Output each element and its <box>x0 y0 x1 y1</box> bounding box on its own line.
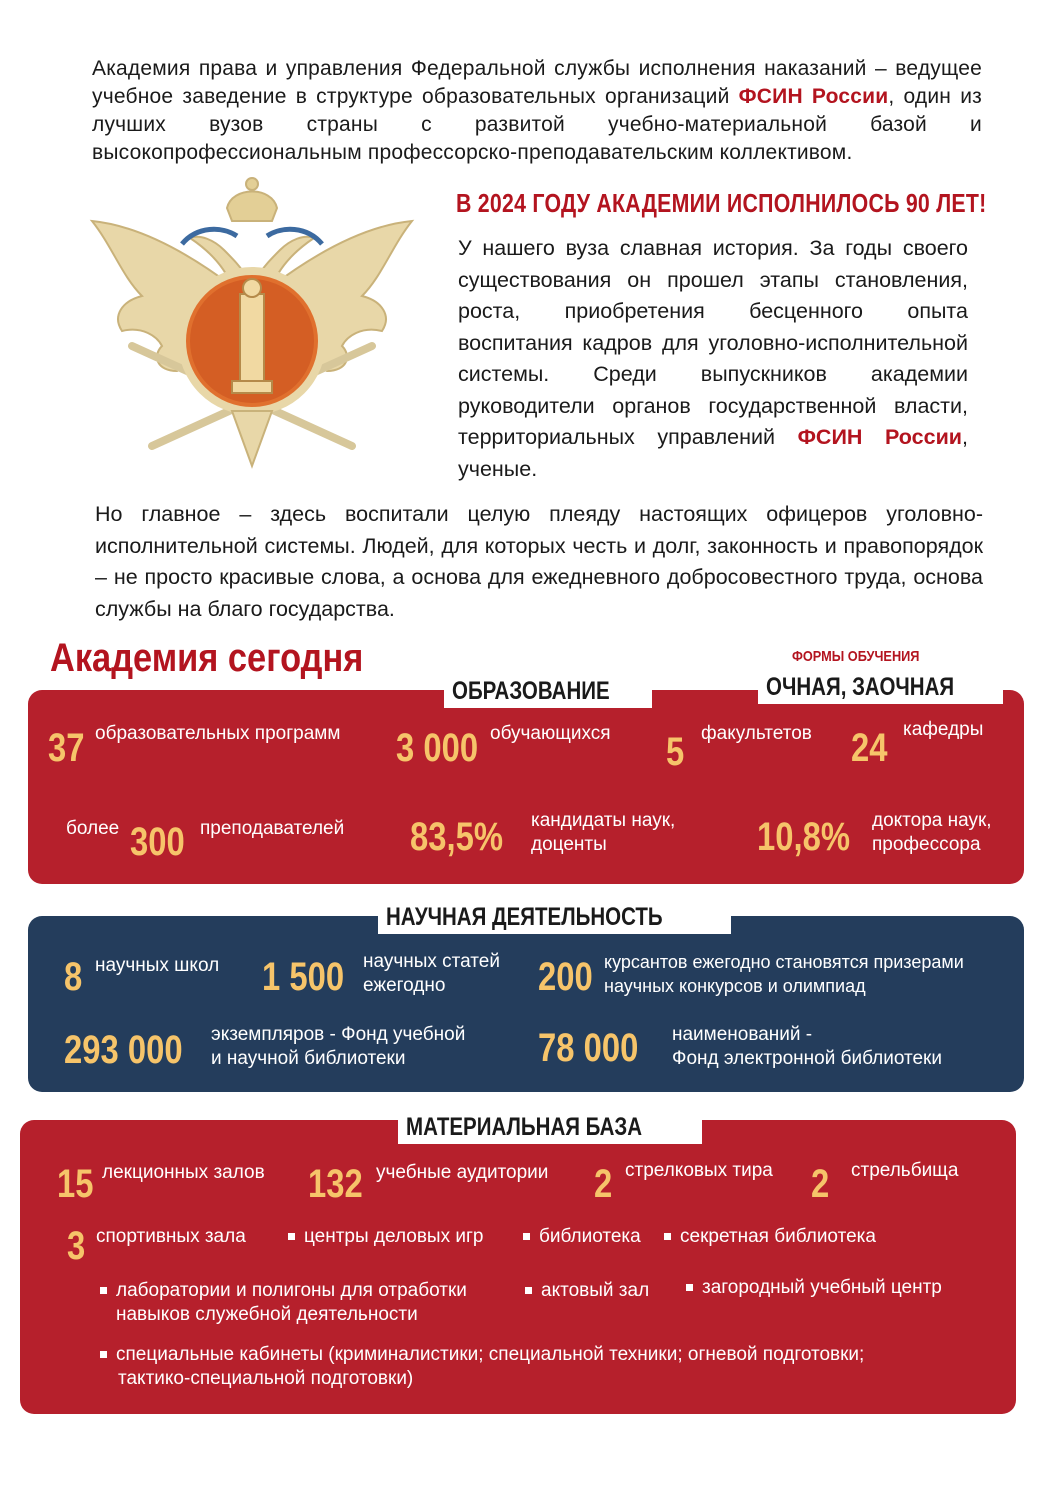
stat-label: учебные аудитории <box>376 1162 549 1183</box>
study-forms-label: ФОРМЫ ОБУЧЕНИЯ <box>792 648 920 665</box>
stat-label: преподавателей <box>200 818 345 839</box>
stat-label: кафедры <box>903 719 984 740</box>
list-item: библиотека <box>523 1226 641 1248</box>
fsin-emblem-image <box>82 166 422 486</box>
stat-label: научных статей <box>363 951 500 972</box>
stat-number: 37 <box>48 726 85 770</box>
stat-label: лекционных залов <box>102 1162 265 1183</box>
anniversary-title: В 2024 ГОДУ АКАДЕМИИ ИСПОЛНИЛОСЬ 90 ЛЕТ! <box>456 188 987 218</box>
stat-label: наименований - <box>672 1024 813 1045</box>
history-paragraph: У нашего вуза славная история. За годы своего существования он прошел этапы становления, роста, приобретения бесценного опыта воспитания кадров для уголовно-исполнительной системы. Среди выпускников академии руководители органов государственной власти, территориальных управлений ФСИН России, ученые. <box>458 236 968 481</box>
stat-number: 10,8% <box>757 815 851 859</box>
education-tab: ОБРАЗОВАНИЕ <box>444 674 652 708</box>
stat-label: курсантов ежегодно становятся призерами <box>604 952 964 972</box>
fsin-brand: ФСИН России <box>797 425 963 449</box>
stat-label: обучающихся <box>490 723 611 744</box>
stat-number: 78 000 <box>538 1026 639 1070</box>
science-tab: НАУЧНАЯ ДЕЯТЕЛЬНОСТЬ <box>378 900 731 934</box>
stat-number: 300 <box>130 820 185 864</box>
stat-number: 8 <box>64 955 83 999</box>
stat-number: 24 <box>851 726 888 770</box>
list-item: лаборатории и полигоны для отработки <box>100 1280 467 1302</box>
list-item: секретная библиотека <box>664 1226 876 1248</box>
stat-number: 293 000 <box>64 1028 183 1072</box>
stat-label: ежегодно <box>363 975 446 996</box>
stat-label: профессора <box>872 834 981 855</box>
stat-label: экземпляров - Фонд учебной <box>211 1024 466 1045</box>
stat-label: научных школ <box>95 955 220 976</box>
stat-label: и научной библиотеки <box>211 1048 406 1069</box>
stat-number: 200 <box>538 955 593 999</box>
list-item-continuation: навыков служебной деятельности <box>116 1304 418 1325</box>
section-title: Академия сегодня <box>50 636 364 680</box>
list-item: загородный учебный центр <box>686 1277 942 1299</box>
stat-number: 3 000 <box>396 726 479 770</box>
stat-label: образовательных программ <box>95 723 341 744</box>
list-item: специальные кабинеты (криминалистики; специальной техники; огневой подготовки; <box>100 1344 864 1366</box>
list-item: центры деловых игр <box>288 1226 483 1248</box>
stat-label: спортивных зала <box>96 1226 246 1247</box>
main-paragraph: Но главное – здесь воспитали целую плеяду настоящих офицеров уголовно-исполнительной системы. Людей, для которых честь и долг, законность и правопорядок – не просто красивые слова, а основа для ежедневного добросовестного труда, основа службы на благо государства. <box>95 502 983 621</box>
stat-number: 83,5% <box>410 815 504 859</box>
material-tab: МАТЕРИАЛЬНАЯ БАЗА <box>398 1110 702 1144</box>
stat-label: факультетов <box>701 723 812 744</box>
stat-number: 15 <box>57 1162 94 1206</box>
stat-label: стрельбища <box>851 1160 959 1181</box>
stat-number: 3 <box>67 1224 86 1268</box>
intro-paragraph: Академия права и управления Федеральной службы исполнения наказаний – ведущее учебное заведение в структуре образовательных организаций ФСИН России, один из лучших вузов страны с развитой учебно-материальной базой и высокопрофессиональным профессорско-преподавательским коллективом. <box>92 57 982 164</box>
stat-number: 2 <box>811 1162 830 1206</box>
stat-label: доценты <box>531 834 607 855</box>
list-item-continuation: тактико-специальной подготовки) <box>118 1368 414 1389</box>
stat-label: кандидаты наук, <box>531 810 676 831</box>
fsin-brand: ФСИН России <box>738 85 889 108</box>
stat-label: научных конкурсов и олимпиад <box>604 976 866 996</box>
stat-label: Фонд электронной библиотеки <box>672 1048 942 1069</box>
stat-number: 5 <box>666 730 685 774</box>
stat-label: доктора наук, <box>872 810 992 831</box>
stat-label: стрелковых тира <box>625 1160 773 1181</box>
stat-number: 1 500 <box>262 955 345 999</box>
stat-number: 2 <box>594 1162 613 1206</box>
stat-prefix: более <box>66 818 120 839</box>
study-forms-tab: ОЧНАЯ, ЗАОЧНАЯ <box>758 670 1003 704</box>
stat-number: 132 <box>308 1162 363 1206</box>
list-item: актовый зал <box>525 1280 649 1302</box>
